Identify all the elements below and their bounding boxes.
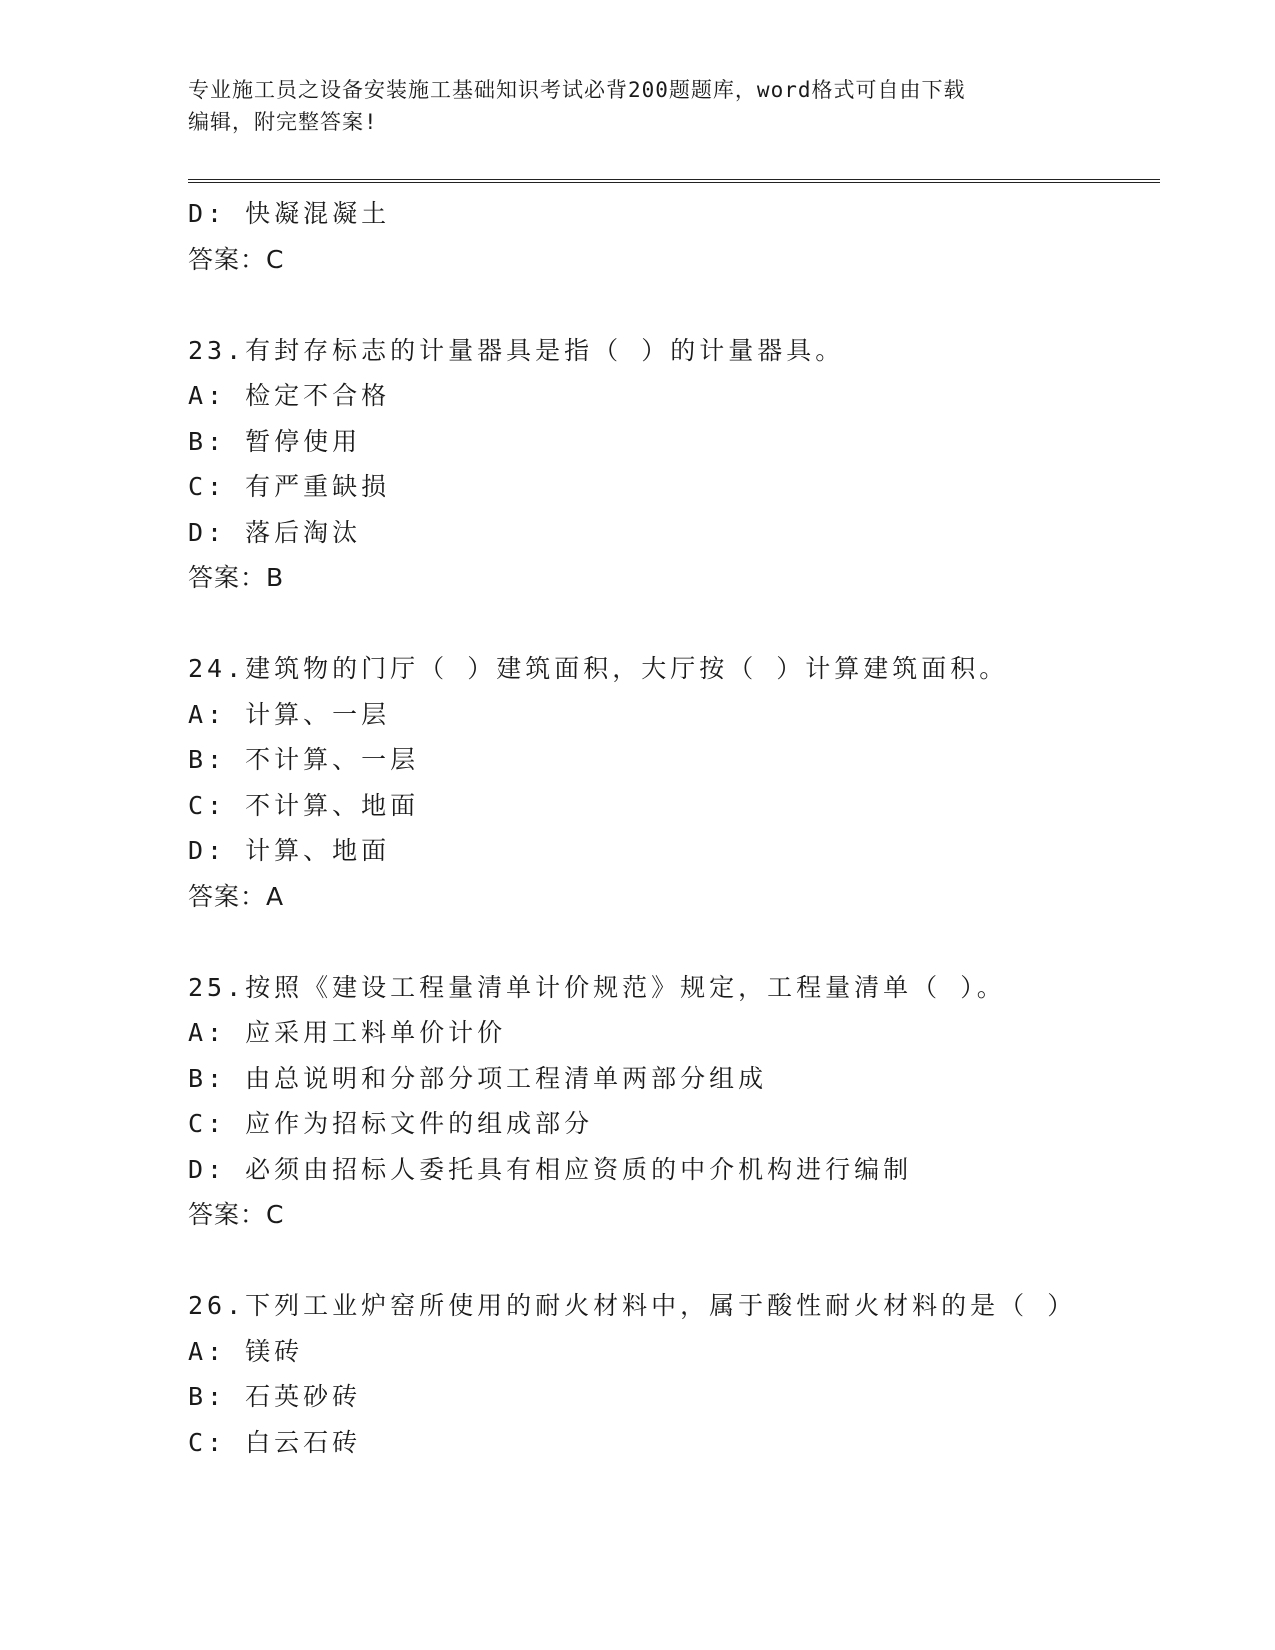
option-c: C: 有严重缺损 [188, 472, 391, 501]
option-b: B: 石英砂砖 [188, 1382, 362, 1411]
answer: 答案：B [188, 563, 285, 592]
question-26 [188, 1283, 1160, 1465]
option-a: A: 应采用工料单价计价 [188, 1018, 507, 1047]
question-stem: 23.有封存标志的计量器具是指（ ）的计量器具。 [188, 335, 845, 365]
option-a: A: 计算、一层 [188, 699, 391, 729]
answer: 答案：A [188, 881, 285, 911]
option-d: D: 必须由招标人委托具有相应资质的中介机构进行编制 [188, 1154, 913, 1184]
spacer [188, 282, 1160, 328]
question-stem: 26.下列工业炉窑所使用的耐火材料中，属于酸性耐火材料的是（ ） [188, 1291, 1077, 1320]
option-c: C: 白云石砖 [188, 1427, 362, 1457]
question-list [188, 191, 1160, 1465]
option-a: A: 镁砖 [188, 1336, 304, 1366]
spacer [188, 601, 1160, 647]
option-c: C: 应作为招标文件的组成部分 [188, 1109, 594, 1138]
question-stem: 24.建筑物的门厅（ ）建筑面积，大厅按（ ）计算建筑面积。 [188, 654, 1009, 683]
option-b: B: 由总说明和分部分项工程清单两部分组成 [188, 1063, 768, 1093]
option-d: D: 快凝混凝土 [188, 199, 391, 228]
document-header [188, 74, 1088, 138]
header-line-2: 编辑，附完整答案! [188, 110, 378, 134]
option-c: C: 不计算、地面 [188, 790, 420, 820]
option-b: B: 不计算、一层 [188, 745, 420, 774]
question-22-fragment [188, 191, 1160, 282]
question-24 [188, 646, 1160, 919]
answer: 答案：C [188, 244, 285, 274]
header-line-1: 专业施工员之设备安装施工基础知识考试必背200题题库，word格式可自由下载 [188, 78, 966, 102]
question-stem: 25.按照《建设工程量清单计价规范》规定，工程量清单（ ）。 [188, 972, 1006, 1002]
option-d: D: 计算、地面 [188, 836, 391, 865]
spacer [188, 919, 1160, 965]
option-d: D: 落后淘汰 [188, 517, 362, 547]
option-b: B: 暂停使用 [188, 426, 362, 456]
answer: 答案：C [188, 1200, 285, 1229]
header-divider [188, 179, 1160, 183]
option-a: A: 检定不合格 [188, 381, 391, 410]
question-23 [188, 328, 1160, 601]
question-25 [188, 965, 1160, 1238]
spacer [188, 1238, 1160, 1284]
